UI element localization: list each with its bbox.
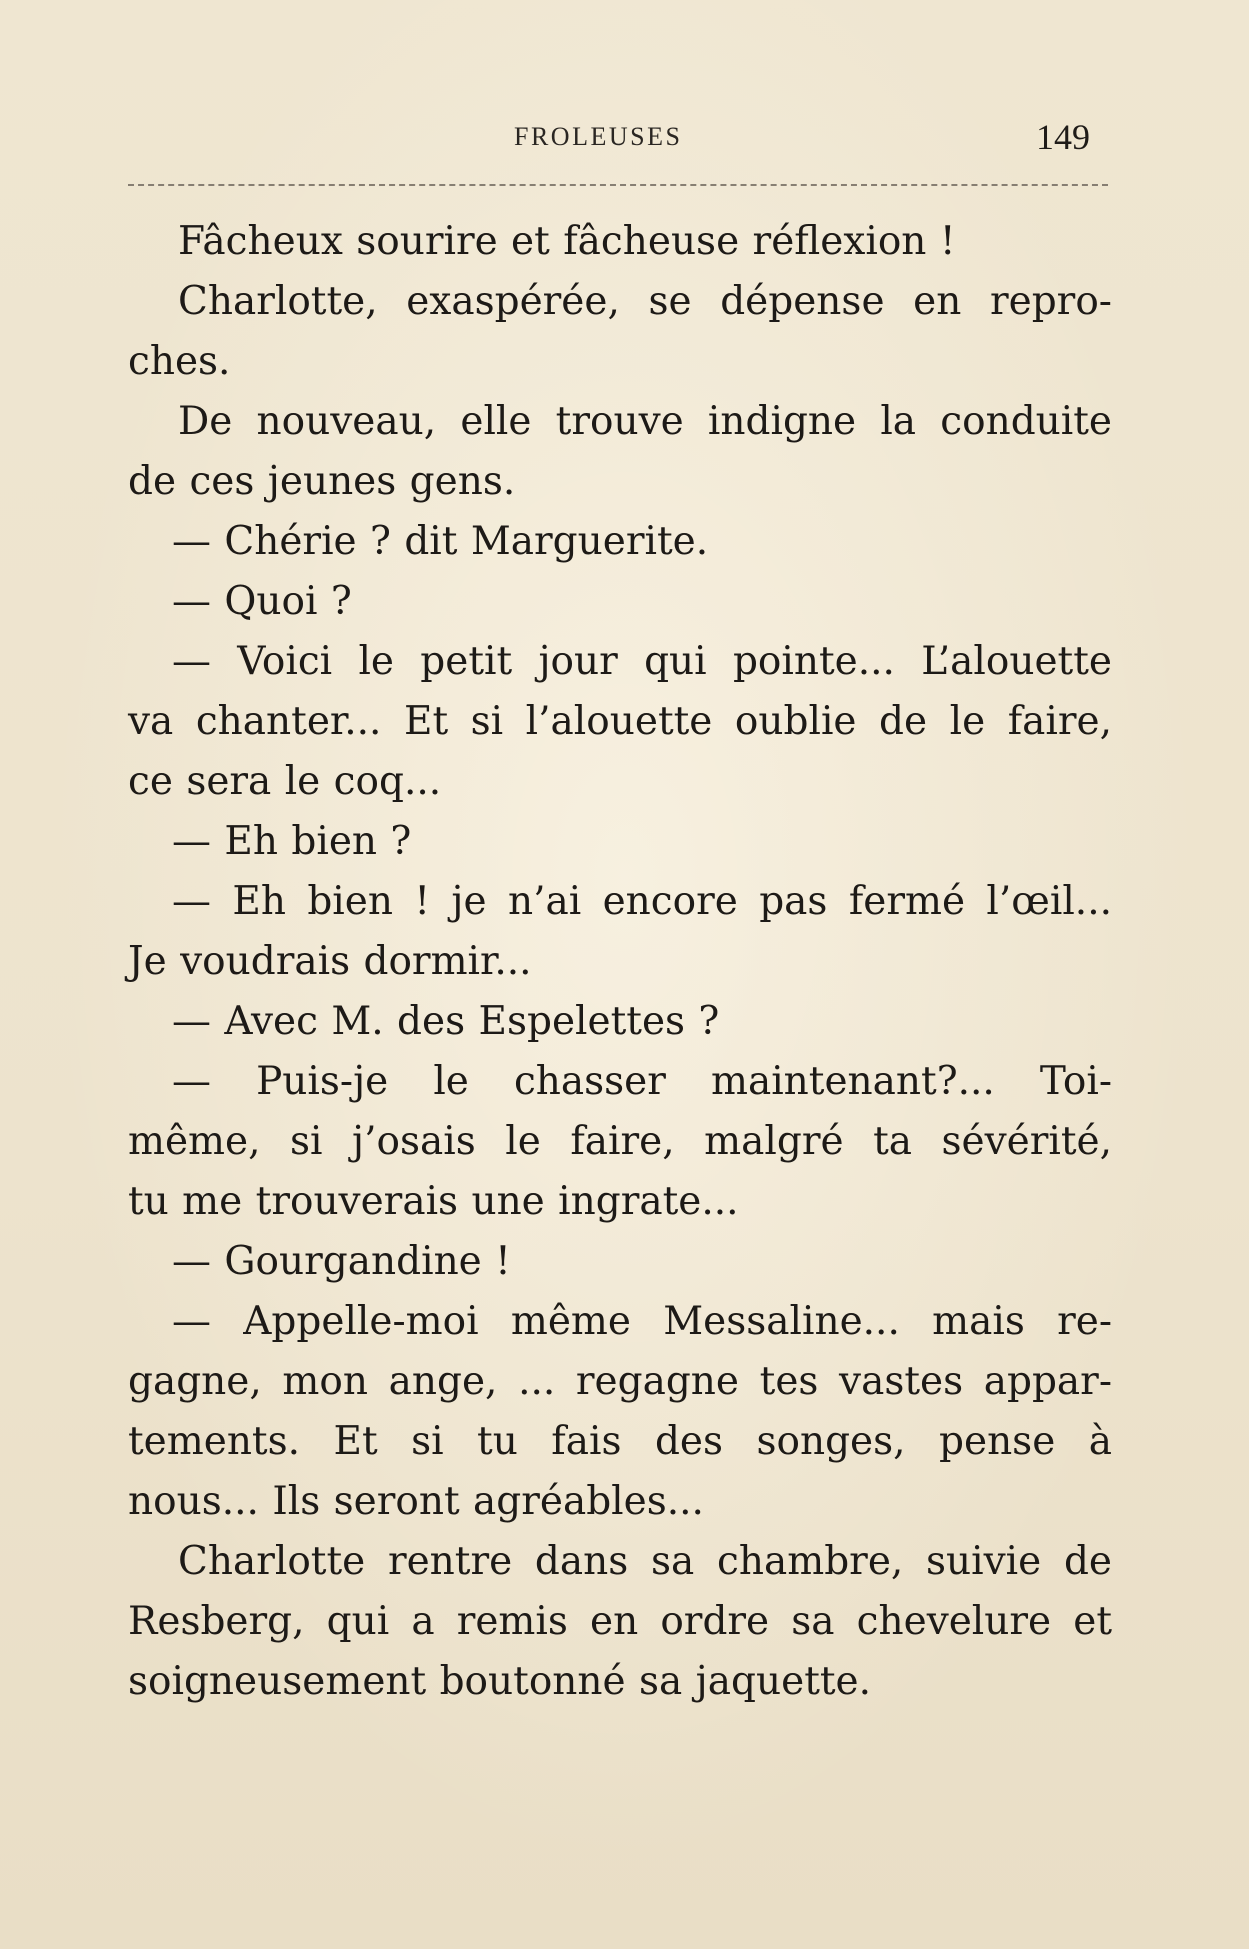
text-line: gagne, mon ange, ... regagne tes vastes appar- [128, 1359, 1112, 1404]
text-line: — Chérie ? dit Marguerite. [172, 519, 709, 564]
text-line: — Eh bien ? [172, 819, 412, 864]
text-line: — Gourgandine ! [172, 1239, 511, 1284]
text-line: soigneusement boutonné sa jaquette. [128, 1659, 872, 1704]
text-line: Resberg, qui a remis en ordre sa chevelure et [128, 1599, 1112, 1644]
text-line: même, si j’osais le faire, malgré ta sévérité, [128, 1119, 1112, 1164]
text-line: Fâcheux sourire et fâcheuse réflexion ! [178, 219, 956, 264]
text-line: de ces jeunes gens. [128, 459, 516, 504]
text-line: — Quoi ? [172, 579, 352, 624]
header-rule [128, 184, 1108, 186]
text-line: De nouveau, elle trouve indigne la conduite [178, 399, 1112, 444]
text-line: nous... Ils seront agréables... [128, 1479, 704, 1524]
text-line: tu me trouverais une ingrate... [128, 1179, 739, 1224]
text-line: ches. [128, 339, 231, 384]
text-line: — Avec M. des Espelettes ? [172, 999, 720, 1044]
running-head-title: FROLEUSES [514, 122, 683, 151]
text-line: Charlotte rentre dans sa chambre, suivie de [178, 1539, 1112, 1584]
text-line: Charlotte, exaspérée, se dépense en repro- [178, 279, 1112, 324]
text-line: ce sera le coq... [128, 759, 442, 804]
text-line: — Appelle-moi même Messaline... mais re- [172, 1299, 1112, 1344]
text-line: — Eh bien ! je n’ai encore pas fermé l’œil... [172, 879, 1112, 924]
page-number: 149 [1036, 117, 1090, 157]
running-head [0, 118, 1249, 158]
text-line: tements. Et si tu fais des songes, pense à [128, 1419, 1112, 1464]
text-line: — Puis-je le chasser maintenant?... Toi- [172, 1059, 1112, 1104]
text-line: Je voudrais dormir... [128, 939, 532, 984]
body-text [128, 212, 1112, 1712]
text-line: — Voici le petit jour qui pointe... L’alouette [172, 639, 1112, 684]
text-line: va chanter... Et si l’alouette oublie de le faire, [128, 699, 1112, 744]
